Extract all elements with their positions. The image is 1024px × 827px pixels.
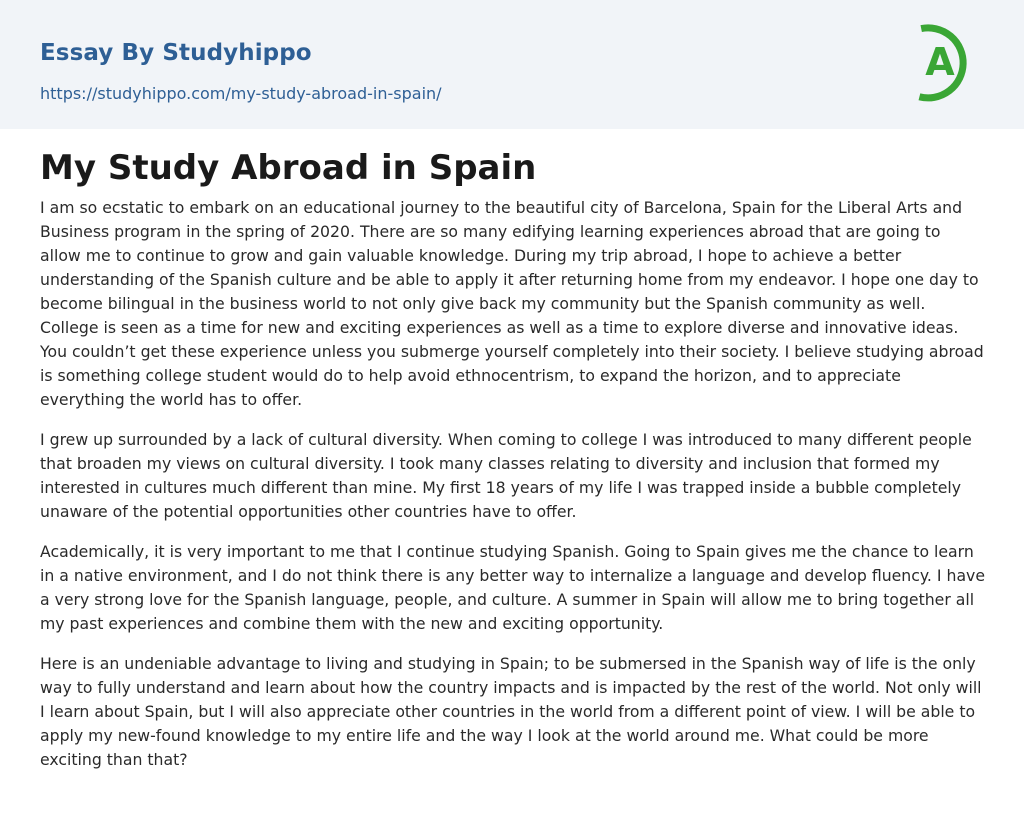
essay-paragraph: I grew up surrounded by a lack of cultural diversity. When coming to college I was introduced to many different people that broaden my views on cultural diversity. I took many classes relating to diversity and inclusion that formed my interested in cultures much different than mine. My first 18 years of my life I was trapped inside a bubble completely unaware of the potential opportunities other countries have to offer. [40, 430, 972, 521]
page-title: My Study Abroad in Spain [40, 148, 537, 188]
studyhippo-logo-icon[interactable] [911, 18, 987, 108]
essay-article [40, 146, 986, 788]
essay-paragraph: Academically, it is very important to me that I continue studying Spanish. Going to Spain gives me the chance to learn in a native environment, and I do not think there is any better way to internalize a language and develop fluency. I have a very strong love for the Spanish language, people, and culture. A summer in Spain will allow me to bring together all my past experiences and combine them with the new and exciting opportunity. [40, 542, 985, 633]
site-header [0, 0, 1024, 129]
essay-paragraph: Here is an undeniable advantage to living and studying in Spain; to be submersed in the Spanish way of life is the only way to fully understand and learn about how the country impacts and is impacted by the rest of the world. Not only will I learn about Spain, but I will also appreciate other countries in the world from a different point of view. I will be able to apply my new-found knowledge to my entire life and the way I look at the world around me. What could be more exciting than that? [40, 654, 982, 769]
source-url-link[interactable]: https://studyhippo.com/my-study-abroad-in-spain/ [40, 84, 442, 103]
brand-title[interactable]: Essay By Studyhippo [40, 40, 312, 66]
logo-letter: A [925, 40, 955, 84]
essay-paragraph: I am so ecstatic to embark on an educational journey to the beautiful city of Barcelona, Spain for the Liberal Arts and Business program in the spring of 2020. There are so many edifying learning experiences abroad that are going to allow me to continue to grow and gain valuable knowledge. During my trip abroad, I hope to achieve a better understanding of the Spanish culture and be able to apply it after returning home from my endeavor. I hope one day to become bilingual in the business world to not only give back my community but the Spanish community as well. College is seen as a time for new and exciting experiences as well as a time to explore diverse and innovative ideas. You couldn’t get these experience unless you submerge yourself completely into their society. I believe studying abroad is something college student would do to help avoid ethnocentrism, to expand the horizon, and to appreciate everything the world has to offer. [40, 198, 984, 409]
